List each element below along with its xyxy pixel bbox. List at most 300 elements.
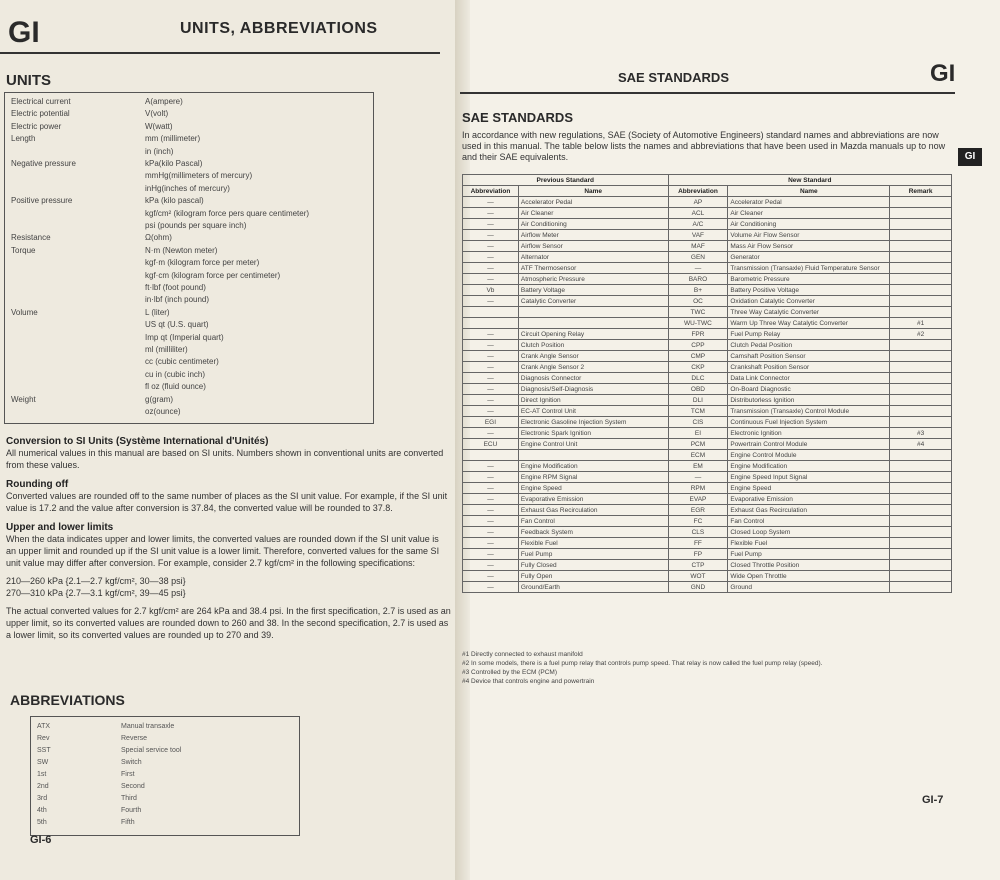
- unit-quantity: Length: [11, 134, 36, 144]
- prev-name-cell: Flexible Fuel: [518, 538, 668, 549]
- prev-name-cell: EC-AT Control Unit: [518, 406, 668, 417]
- abbreviation-meaning: Manual transaxle: [121, 723, 175, 730]
- table-row: [463, 197, 952, 208]
- new-abbreviation-cell: TWC: [668, 307, 728, 318]
- remark-cell: [890, 516, 952, 527]
- unit-quantity: Negative pressure: [11, 159, 76, 168]
- prev-name-cell: Engine RPM Signal: [518, 472, 668, 483]
- remark-cell: [890, 285, 952, 296]
- prev-abbreviation-cell: —: [463, 252, 519, 263]
- remark-cell: [890, 384, 952, 395]
- prev-abbreviation-cell: —: [463, 549, 519, 560]
- prev-name-cell: Engine Control Unit: [518, 439, 668, 450]
- side-tab: GI: [958, 148, 982, 166]
- prev-abbreviation-cell: —: [463, 263, 519, 274]
- remark-cell: [890, 230, 952, 241]
- table-row: [463, 230, 952, 241]
- prev-name-cell: Ground/Earth: [518, 582, 668, 593]
- new-name-cell: Ground: [728, 582, 890, 593]
- new-name-cell: Evaporative Emission: [728, 494, 890, 505]
- new-name-cell: Generator: [728, 252, 890, 263]
- remark-cell: [890, 472, 952, 483]
- prev-abbreviation-cell: —: [463, 505, 519, 516]
- remark-cell: [890, 263, 952, 274]
- prev-name-cell: Exhaust Gas Recirculation: [518, 505, 668, 516]
- unit-name: L (liter): [145, 307, 170, 317]
- new-name-cell: Flexible Fuel: [728, 538, 890, 549]
- new-abbreviation-cell: BARO: [668, 274, 728, 285]
- units-table: [4, 92, 374, 424]
- remark-cell: [890, 406, 952, 417]
- page-title: SAE STANDARDS: [618, 70, 729, 85]
- prev-abbreviation-cell: [463, 318, 519, 329]
- new-name-cell: Engine Control Module: [728, 450, 890, 461]
- remark-cell: [890, 219, 952, 230]
- unit-name: kgf·m (kilogram force per meter): [145, 258, 260, 268]
- remark-cell: [890, 296, 952, 307]
- new-abbreviation-cell: CMP: [668, 351, 728, 362]
- unit-name: mmHg(millimeters of mercury): [145, 171, 253, 181]
- unit-name: Imp qt (Imperial quart): [145, 332, 224, 342]
- new-name-header: Name: [728, 186, 890, 197]
- new-abbreviation-cell: WOT: [668, 571, 728, 582]
- table-row: [463, 373, 952, 384]
- unit-name: N·m (Newton meter): [145, 245, 218, 255]
- table-row: [463, 241, 952, 252]
- prev-abbreviation-cell: —: [463, 230, 519, 241]
- abbreviation-meaning: Fifth: [121, 819, 135, 826]
- table-row: [463, 505, 952, 516]
- prev-name-cell: Accelerator Pedal: [518, 197, 668, 208]
- new-standard-header: New Standard: [668, 175, 951, 186]
- abbreviation-meaning: First: [121, 771, 135, 778]
- prev-abbreviation-cell: —: [463, 527, 519, 538]
- unit-name: g(gram): [145, 394, 174, 404]
- new-name-cell: Fan Control: [728, 516, 890, 527]
- remark-cell: [890, 241, 952, 252]
- new-name-cell: Closed Loop System: [728, 527, 890, 538]
- remark-cell: [890, 351, 952, 362]
- units-heading: UNITS: [6, 72, 51, 89]
- new-name-cell: Battery Positive Voltage: [728, 285, 890, 296]
- table-row: [463, 549, 952, 560]
- new-abbreviation-cell: FF: [668, 538, 728, 549]
- unit-quantity: Torque: [11, 245, 36, 255]
- abbreviation-meaning: Reverse: [121, 735, 148, 742]
- table-row: [463, 340, 952, 351]
- header-rule: [460, 92, 955, 94]
- table-row: [463, 274, 952, 285]
- unit-name: kPa(kilo Pascal): [145, 159, 203, 168]
- table-row: [463, 439, 952, 450]
- new-abbreviation-cell: DLC: [668, 373, 728, 384]
- prev-name-cell: Fan Control: [518, 516, 668, 527]
- prev-name-cell: Direct Ignition: [518, 395, 668, 406]
- unit-name: V(volt): [145, 109, 169, 119]
- abbreviation-meaning: Switch: [121, 759, 142, 766]
- new-abbreviation-cell: CLS: [668, 527, 728, 538]
- table-row: [463, 263, 952, 274]
- new-abbreviation-cell: VAF: [668, 230, 728, 241]
- prev-abbreviation-cell: —: [463, 428, 519, 439]
- prev-name-cell: Fully Open: [518, 571, 668, 582]
- abbreviation: 4th: [37, 807, 47, 814]
- table-row: [463, 494, 952, 505]
- new-name-cell: Powertrain Control Module: [728, 439, 890, 450]
- remark-cell: [890, 252, 952, 263]
- prev-abbreviation-cell: —: [463, 461, 519, 472]
- prev-name-cell: Engine Modification: [518, 461, 668, 472]
- new-abbreviation-cell: —: [668, 263, 728, 274]
- new-abbreviation-cell: OC: [668, 296, 728, 307]
- prev-name-cell: Diagnosis Connector: [518, 373, 668, 384]
- new-name-cell: Continuous Fuel Injection System: [728, 417, 890, 428]
- prev-name-cell: Battery Voltage: [518, 285, 668, 296]
- new-abbreviation-cell: GEN: [668, 252, 728, 263]
- remark-cell: [890, 483, 952, 494]
- prev-abbreviation-cell: —: [463, 494, 519, 505]
- remark-cell: [890, 340, 952, 351]
- unit-name: inHg(inches of mercury): [145, 183, 230, 193]
- unit-name: ml (milliliter): [145, 345, 188, 354]
- new-abbreviation-cell: ACL: [668, 208, 728, 219]
- previous-standard-header: Previous Standard: [463, 175, 669, 186]
- abbreviation-meaning: Second: [121, 783, 145, 790]
- unit-name: W(watt): [145, 121, 173, 131]
- remark-cell: [890, 362, 952, 373]
- new-name-cell: Oxidation Catalytic Converter: [728, 296, 890, 307]
- new-name-cell: Air Conditioning: [728, 219, 890, 230]
- table-row: [463, 208, 952, 219]
- remark-cell: [890, 208, 952, 219]
- remark-cell: [890, 527, 952, 538]
- new-name-cell: Volume Air Flow Sensor: [728, 230, 890, 241]
- remark-cell: [890, 582, 952, 593]
- table-row: [463, 538, 952, 549]
- prev-name-cell: Catalytic Converter: [518, 296, 668, 307]
- prev-name-cell: Alternator: [518, 252, 668, 263]
- footnote: #3 Controlled by the ECM (PCM): [462, 669, 558, 676]
- prev-abbreviation-cell: —: [463, 208, 519, 219]
- prev-abbreviation-cell: —: [463, 516, 519, 527]
- new-name-cell: Wide Open Throttle: [728, 571, 890, 582]
- abbreviation: Rev: [37, 735, 50, 742]
- new-name-cell: Air Cleaner: [728, 208, 890, 219]
- new-name-cell: Fuel Pump Relay: [728, 329, 890, 340]
- prev-name-cell: Fuel Pump: [518, 549, 668, 560]
- new-name-cell: Three Way Catalytic Converter: [728, 307, 890, 318]
- new-name-cell: Exhaust Gas Recirculation: [728, 505, 890, 516]
- table-row: [463, 296, 952, 307]
- abbreviation: 5th: [37, 819, 47, 826]
- prev-name-cell: Evaporative Emission: [518, 494, 668, 505]
- new-name-cell: Engine Modification: [728, 461, 890, 472]
- table-row: [463, 417, 952, 428]
- table-row: [463, 571, 952, 582]
- new-abbreviation-cell: CIS: [668, 417, 728, 428]
- new-abbreviation-cell: GND: [668, 582, 728, 593]
- new-name-cell: Accelerator Pedal: [728, 197, 890, 208]
- new-abbreviation-cell: A/C: [668, 219, 728, 230]
- unit-quantity: Volume: [11, 307, 38, 317]
- prev-name-cell: Fully Closed: [518, 560, 668, 571]
- unit-quantity: Resistance: [11, 233, 51, 243]
- prev-abbreviation-cell: [463, 450, 519, 461]
- sae-heading: SAE STANDARDS: [462, 110, 573, 125]
- page-title: UNITS, ABBREVIATIONS: [180, 20, 378, 37]
- prev-name-cell: ATF Thermosensor: [518, 263, 668, 274]
- abbreviations-table: [30, 716, 300, 836]
- abbreviation: ATX: [37, 723, 51, 730]
- table-row: [463, 384, 952, 395]
- remark-cell: [890, 494, 952, 505]
- new-abbreviation-cell: WU-TWC: [668, 318, 728, 329]
- table-row: [463, 527, 952, 538]
- abbreviation-meaning: Special service tool: [121, 747, 182, 754]
- prev-name-cell: Engine Speed: [518, 483, 668, 494]
- prev-name-cell: Airflow Sensor: [518, 241, 668, 252]
- new-abbreviation-cell: EVAP: [668, 494, 728, 505]
- remark-cell: [890, 395, 952, 406]
- unit-name: mm (millimeter): [145, 134, 201, 144]
- table-row: [463, 351, 952, 362]
- left-page: [0, 0, 471, 880]
- new-name-cell: Mass Air Flow Sensor: [728, 241, 890, 252]
- prev-abbreviation-cell: —: [463, 340, 519, 351]
- prev-abbreviation-cell: —: [463, 351, 519, 362]
- limits-example-2: 270—310 kPa {2.7—3.1 kgf/cm², 39—45 psi}: [6, 588, 186, 598]
- prev-abbreviation-cell: —: [463, 582, 519, 593]
- abbreviation-meaning: Third: [121, 795, 137, 802]
- table-row: [463, 450, 952, 461]
- new-abbreviation-cell: OBD: [668, 384, 728, 395]
- prev-name-cell: Air Conditioning: [518, 219, 668, 230]
- new-abbreviation-cell: CKP: [668, 362, 728, 373]
- new-name-cell: Engine Speed: [728, 483, 890, 494]
- table-row: [463, 395, 952, 406]
- new-name-cell: Engine Speed Input Signal: [728, 472, 890, 483]
- footnote: #4 Device that controls engine and powertrain: [462, 678, 595, 685]
- prev-name-cell: Electronic Spark Ignition: [518, 428, 668, 439]
- unit-quantity: Positive pressure: [11, 196, 73, 206]
- new-abbreviation-cell: AP: [668, 197, 728, 208]
- unit-name: cc (cubic centimeter): [145, 357, 219, 367]
- table-row: [463, 560, 952, 571]
- prev-abbreviation-cell: —: [463, 406, 519, 417]
- abbreviation: 3rd: [37, 795, 48, 802]
- prev-name-cell: Circuit Opening Relay: [518, 329, 668, 340]
- prev-abbreviation-cell: —: [463, 571, 519, 582]
- unit-name: oz(ounce): [145, 407, 181, 416]
- new-abbreviation-cell: RPM: [668, 483, 728, 494]
- prev-name-cell: Airflow Meter: [518, 230, 668, 241]
- new-abbreviation-cell: FPR: [668, 329, 728, 340]
- new-name-cell: Crankshaft Position Sensor: [728, 362, 890, 373]
- unit-name: in (inch): [145, 146, 174, 156]
- table-row: [463, 362, 952, 373]
- remark-header: Remark: [890, 186, 952, 197]
- table-row: [463, 318, 952, 329]
- new-abbreviation-cell: DLI: [668, 395, 728, 406]
- new-name-cell: On-Board Diagnostic: [728, 384, 890, 395]
- abbreviation: 2nd: [37, 783, 49, 790]
- unit-quantity: Electric potential: [11, 109, 70, 119]
- limits-heading: Upper and lower limits: [6, 522, 114, 533]
- prev-name-cell: [518, 450, 668, 461]
- table-row: [463, 406, 952, 417]
- rounding-text: Converted values are rounded off to the same number of places as the SI unit value. For example, if the SI unit value is 17.2 and the value after conversion is 37.84, the converted value will be rounded to 37.8.: [6, 491, 448, 513]
- new-abbreviation-cell: FP: [668, 549, 728, 560]
- remark-cell: [890, 274, 952, 285]
- section-tag: GI: [930, 60, 956, 87]
- unit-name: cu in (cubic inch): [145, 369, 206, 379]
- remark-cell: [890, 307, 952, 318]
- prev-abbreviation-cell: EGI: [463, 417, 519, 428]
- remark-cell: [890, 450, 952, 461]
- prev-name-header: Name: [518, 186, 668, 197]
- limits-text-2: The actual converted values for 2.7 kgf/cm² are 264 kPa and 38.4 psi. In the first specification, 2.7 is used as an upper limit, so its converted values are rounded down to 260 and 38. In the second specification, 2.7 is used as a lower limit, so its converted values are rounded up to 270 and 39.: [6, 606, 451, 640]
- prev-abbreviation-cell: —: [463, 274, 519, 285]
- unit-quantity: Electrical current: [11, 97, 71, 106]
- page-number: GI-7: [922, 794, 944, 806]
- prev-abbreviation-cell: —: [463, 329, 519, 340]
- remark-cell: [890, 549, 952, 560]
- new-abbreviation-cell: CPP: [668, 340, 728, 351]
- new-name-cell: Closed Throttle Position: [728, 560, 890, 571]
- prev-abbreviation-cell: —: [463, 296, 519, 307]
- new-abbreviation-cell: TCM: [668, 406, 728, 417]
- remark-cell: [890, 538, 952, 549]
- prev-name-cell: Atmospheric Pressure: [518, 274, 668, 285]
- table-row: [463, 428, 952, 439]
- prev-abbreviation-cell: —: [463, 241, 519, 252]
- table-row: [463, 472, 952, 483]
- conversion-section: [6, 436, 451, 641]
- abbreviation: SW: [37, 759, 49, 766]
- conversion-text: All numerical values in this manual are based on SI units. Numbers shown in conventional units are converted from these values.: [6, 448, 444, 470]
- remark-cell: [890, 560, 952, 571]
- table-row: [463, 285, 952, 296]
- rounding-heading: Rounding off: [6, 479, 69, 490]
- new-name-cell: Barometric Pressure: [728, 274, 890, 285]
- table-row: [463, 461, 952, 472]
- remark-cell: [890, 197, 952, 208]
- section-tag: GI: [8, 16, 40, 49]
- prev-abbreviation-cell: —: [463, 219, 519, 230]
- remark-cell: [890, 571, 952, 582]
- new-abbreviation-cell: EGR: [668, 505, 728, 516]
- unit-name: psi (pounds per square inch): [145, 221, 247, 230]
- table-row: [463, 252, 952, 263]
- unit-quantity: Weight: [11, 394, 36, 404]
- prev-name-cell: Clutch Position: [518, 340, 668, 351]
- limits-example-1: 210—260 kPa {2.1—2.7 kgf/cm², 30—38 psi}: [6, 576, 186, 586]
- unit-quantity: Electric power: [11, 121, 62, 131]
- abbreviations-heading: ABBREVIATIONS: [10, 692, 125, 708]
- prev-name-cell: Air Cleaner: [518, 208, 668, 219]
- prev-name-cell: [518, 307, 668, 318]
- remark-cell: [890, 505, 952, 516]
- sae-table-body: [463, 197, 952, 593]
- remark-cell: #1: [890, 318, 952, 329]
- prev-abbreviation-cell: —: [463, 373, 519, 384]
- prev-name-cell: Diagnosis/Self-Diagnosis: [518, 384, 668, 395]
- new-name-cell: Clutch Pedal Position: [728, 340, 890, 351]
- footnote: #1 Directly connected to exhaust manifold: [462, 651, 583, 658]
- new-name-cell: Warm Up Three Way Catalytic Converter: [728, 318, 890, 329]
- sae-intro: In accordance with new regulations, SAE (Society of Automotive Engineers) standard names and abbreviations are now used in this manual. The table below lists the names and abbreviations that have been used in Mazda manuals up to now and their SAE equivalents.: [462, 130, 946, 162]
- page-number: GI-6: [30, 834, 52, 846]
- unit-name: in·lbf (inch pound): [145, 295, 210, 305]
- new-name-cell: Transmission (Transaxle) Fluid Temperature Sensor: [728, 263, 890, 274]
- unit-name: kgf·cm (kilogram force per centimeter): [145, 270, 281, 280]
- remark-cell: [890, 461, 952, 472]
- footnotes: [462, 650, 952, 686]
- new-abbreviation-cell: MAF: [668, 241, 728, 252]
- prev-name-cell: Feedback System: [518, 527, 668, 538]
- remark-cell: #3: [890, 428, 952, 439]
- unit-name: Ω(ohm): [145, 233, 172, 243]
- prev-abbreviation-cell: ECU: [463, 439, 519, 450]
- new-abbreviation-cell: EI: [668, 428, 728, 439]
- table-row: [463, 329, 952, 340]
- prev-abbreviation-header: Abbreviation: [463, 186, 519, 197]
- prev-abbreviation-cell: —: [463, 362, 519, 373]
- prev-abbreviation-cell: —: [463, 538, 519, 549]
- abbreviation: 1st: [37, 771, 47, 778]
- limits-text: When the data indicates upper and lower limits, the converted values are rounded down if the SI unit value is an upper limit and rounded up if the SI unit value is a lower limit. Therefore, converted values for the same SI unit value may differ after conversion. For example, consider 2.7 kgf/cm² in the following specifications:: [6, 534, 440, 568]
- new-name-cell: Distributorless Ignition: [728, 395, 890, 406]
- new-abbreviation-cell: FC: [668, 516, 728, 527]
- remark-cell: [890, 417, 952, 428]
- prev-abbreviation-cell: —: [463, 560, 519, 571]
- new-name-cell: Fuel Pump: [728, 549, 890, 560]
- new-abbreviation-header: Abbreviation: [668, 186, 728, 197]
- new-abbreviation-cell: PCM: [668, 439, 728, 450]
- prev-abbreviation-cell: —: [463, 395, 519, 406]
- prev-abbreviation-cell: —: [463, 483, 519, 494]
- remark-cell: [890, 373, 952, 384]
- header-rule: [0, 52, 440, 54]
- unit-name: kgf/cm² (kilogram force pers quare centimeter): [145, 208, 310, 218]
- unit-name: fl oz (fluid ounce): [145, 382, 206, 392]
- prev-name-cell: Electronic Gasoline Injection System: [518, 417, 668, 428]
- new-abbreviation-cell: —: [668, 472, 728, 483]
- abbreviation: SST: [37, 747, 51, 754]
- prev-abbreviation-cell: —: [463, 384, 519, 395]
- table-row: [463, 483, 952, 494]
- table-row: [463, 582, 952, 593]
- table-row: [463, 219, 952, 230]
- new-abbreviation-cell: CTP: [668, 560, 728, 571]
- remark-cell: #2: [890, 329, 952, 340]
- prev-abbreviation-cell: Vb: [463, 285, 519, 296]
- new-name-cell: Transmission (Transaxle) Control Module: [728, 406, 890, 417]
- prev-name-cell: Crank Angle Sensor 2: [518, 362, 668, 373]
- unit-name: A(ampere): [145, 97, 183, 106]
- prev-name-cell: [518, 318, 668, 329]
- unit-name: US qt (U.S. quart): [145, 320, 209, 330]
- new-name-cell: Camshaft Position Sensor: [728, 351, 890, 362]
- footnote: #2 In some models, there is a fuel pump relay that controls pump speed. That relay is now called the fuel pump relay (speed).: [462, 660, 823, 667]
- prev-abbreviation-cell: [463, 307, 519, 318]
- prev-abbreviation-cell: —: [463, 472, 519, 483]
- prev-name-cell: Crank Angle Sensor: [518, 351, 668, 362]
- unit-name: ft·lbf (foot pound): [145, 283, 206, 292]
- new-abbreviation-cell: EM: [668, 461, 728, 472]
- conversion-heading: Conversion to SI Units (Système International d'Unités): [6, 436, 269, 447]
- remark-cell: #4: [890, 439, 952, 450]
